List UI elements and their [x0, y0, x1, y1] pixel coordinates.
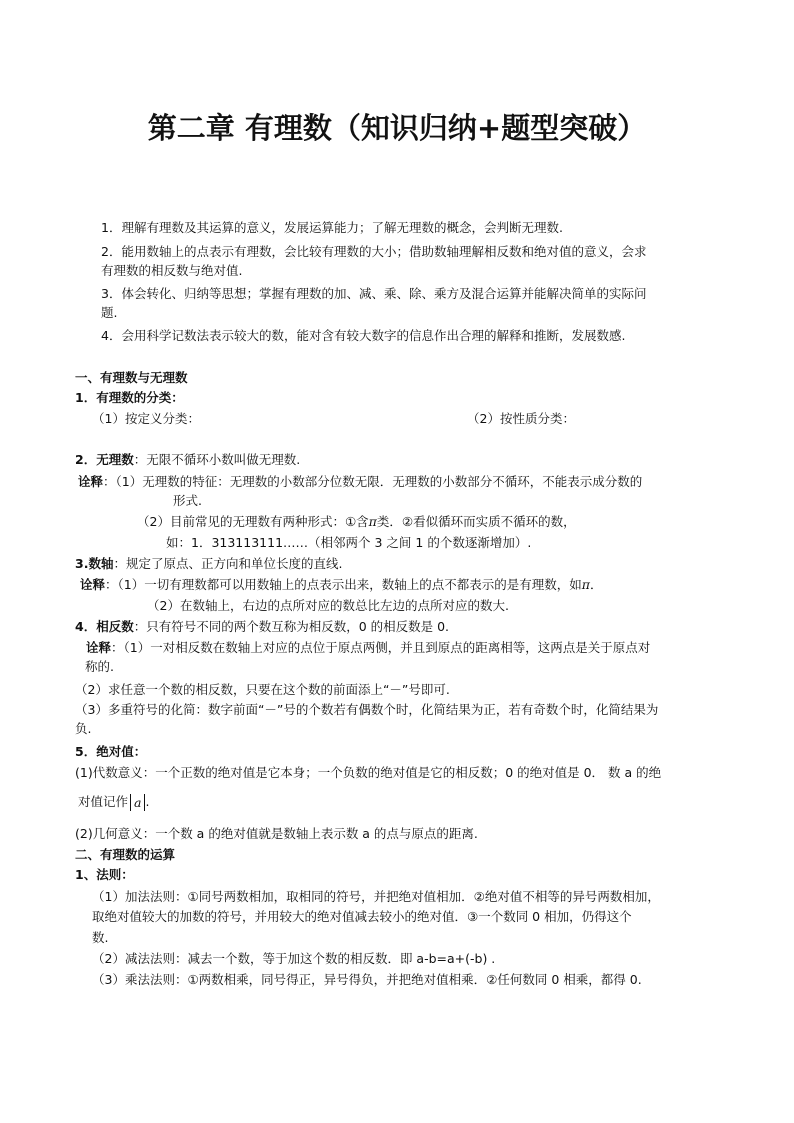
item3-note2: （2）在数轴上，右边的点所对应的数总比左边的点所对应的数大. [147, 598, 509, 613]
item3-text: ：规定了原点、正方向和单位长度的直线. [113, 556, 343, 571]
item5-heading: 5．绝对值： [75, 744, 147, 759]
addition-rule-1: （1）加法法则：①同号两数相加，取相同的符号，并把绝对值相加．②绝对值不相等的异号两数相加， [92, 889, 660, 904]
item5-algebraic: (1)代数意义：一个正数的绝对值是它本身；一个负数的绝对值是它的相反数；0 的绝对值是 0． 数 a 的绝 [75, 765, 662, 780]
addition-rule-3: 数. [92, 930, 109, 945]
item5-geometric: (2)几何意义：一个数 a 的绝对值就是数轴上表示数 a 的点与原点的距离. [75, 826, 478, 841]
rules-heading: 1、法则： [75, 867, 134, 882]
item1-heading: 1．有理数的分类： [75, 390, 184, 405]
absolute-value-notation: a [130, 794, 145, 811]
goal-line-2-cont: 有理数的相反数与绝对值. [101, 263, 243, 278]
page-title: 第二章 有理数（知识归纳+题型突破） [147, 111, 647, 145]
item4-note3: （3）多重符号的化简：数字前面“－”号的个数若有偶数个时，化简结果为正，若有奇数个时，化简结果为 [75, 702, 659, 717]
item4-note3-cont: 负. [75, 721, 92, 736]
goal-line-4: 4．会用科学记数法表示较大的数，能对含有较大数字的信息作出合理的解释和推断，发展数感. [101, 328, 626, 343]
item4-label: 4．相反数 [75, 619, 134, 634]
note-label: 诠释 [78, 474, 104, 489]
item2-note1-text: ：（1）无理数的特征：无理数的小数部分位数无限．无理数的小数部分不循环，不能表示成分数的 [103, 474, 643, 489]
item5-alg-end: . [145, 794, 150, 809]
addition-rule-2: 取绝对值较大的加数的符号，并用较大的绝对值减去较小的绝对值．③一个数同 0 相加，仍得这个 [92, 909, 632, 924]
goal-line-3: 3．体会转化、归纳等思想；掌握有理数的加、减、乘、除、乘方及混合运算并能解决简单的实际问 [101, 286, 647, 301]
goal-line-1: 1．理解有理数及其运算的意义，发展运算能力；了解无理数的概念，会判断无理数. [101, 220, 563, 235]
item2-text: ：无限不循环小数叫做无理数. [133, 452, 301, 467]
pi-symbol: π [368, 514, 377, 529]
item3-note1 [80, 577, 602, 593]
multiplication-rule: （3）乘法法则：①两数相乘，同号得正，异号得负，并把绝对值相乘．②任何数同 0 相乘，都得 0. [92, 972, 642, 987]
item4-note1-cont: 称的. [85, 659, 114, 674]
item5-algebraic-cont [78, 794, 149, 811]
item2-line [75, 452, 300, 468]
item4-note1 [86, 640, 650, 656]
pi-symbol: π [581, 577, 590, 592]
item2-label: 2．无理数 [75, 452, 134, 467]
item5-alg-cont-text: 对值记作 [78, 794, 129, 809]
item4-text: ：只有符号不同的两个数互称为相反数，0 的相反数是 0. [133, 619, 450, 634]
item4-note1-text: ：（1）一对相反数在数轴上对应的点位于原点两侧，并且到原点的距离相等，这两点是关于原点对 [111, 640, 651, 655]
classification-by-definition: （1）按定义分类： [92, 411, 200, 426]
item2-note1 [78, 474, 642, 490]
item2-note2-text: （2）目前常见的无理数有两种形式：①含 [137, 514, 369, 529]
section-heading-operations: 二、有理数的运算 [75, 847, 176, 862]
item3-label: 3.数轴 [75, 556, 114, 571]
section-heading-rational-irrational: 一、有理数与无理数 [75, 370, 188, 385]
item3-line [75, 556, 342, 572]
item3-note1-end: ． [589, 577, 603, 592]
item4-line [75, 619, 449, 635]
item2-note1-cont: 形式. [173, 493, 202, 508]
goal-line-2: 2．能用数轴上的点表示有理数，会比较有理数的大小；借助数轴理解相反数和绝对值的意义，会求 [101, 244, 647, 259]
item3-note1-text: ：（1）一切有理数都可以用数轴上的点表示出来，数轴上的点不都表示的是有理数，如 [105, 577, 582, 592]
note-label: 诠释 [80, 577, 106, 592]
classification-by-property: （2）按性质分类： [467, 411, 575, 426]
item2-note2-tail: 类．②看似循环而实质不循环的数， [376, 514, 576, 529]
goal-line-3-cont: 题. [101, 305, 118, 320]
item4-note2: （2）求任意一个数的相反数，只要在这个数的前面添上“－”号即可. [75, 682, 450, 697]
item2-note2-example: 如：1．313113111……（相邻两个 3 之间 1 的个数逐渐增加）. [166, 535, 532, 550]
subtraction-rule: （2）减法法则：减去一个数，等于加这个数的相反数．即 a-b=a+(-b) . [92, 951, 496, 966]
item2-note2 [137, 514, 576, 530]
note-label: 诠释 [86, 640, 112, 655]
